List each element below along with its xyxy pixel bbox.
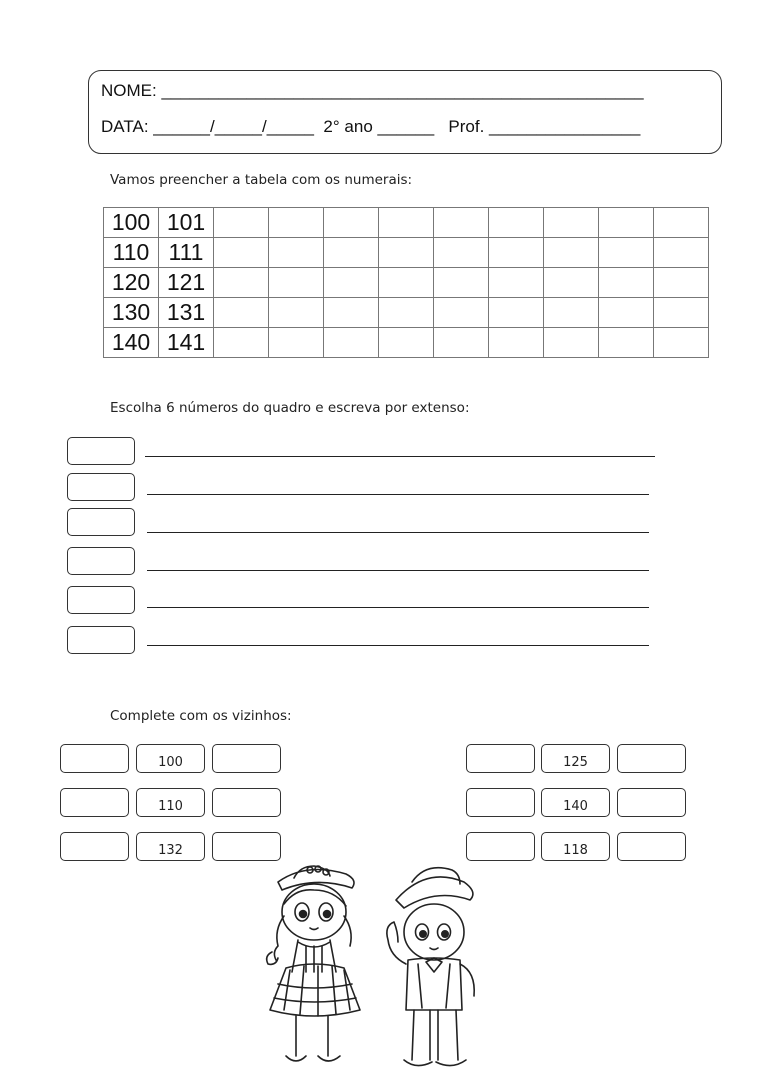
table-cell[interactable] xyxy=(654,238,709,268)
given-number-left-1: 100 xyxy=(136,744,205,773)
table-cell[interactable]: 141 xyxy=(159,328,214,358)
table-cell[interactable] xyxy=(214,238,269,268)
table-cell[interactable] xyxy=(599,298,654,328)
table-cell[interactable]: 110 xyxy=(104,238,159,268)
table-cell[interactable] xyxy=(269,298,324,328)
number-box-5[interactable] xyxy=(67,586,135,614)
table-cell[interactable] xyxy=(544,238,599,268)
festa-junina-children-icon xyxy=(256,860,496,1082)
table-cell[interactable] xyxy=(379,268,434,298)
given-number-right-1: 125 xyxy=(541,744,610,773)
table-cell[interactable] xyxy=(599,208,654,238)
table-cell[interactable] xyxy=(654,328,709,358)
table-cell[interactable] xyxy=(269,268,324,298)
number-box-6[interactable] xyxy=(67,626,135,654)
successor-box-right-3[interactable] xyxy=(617,832,686,861)
table-cell[interactable] xyxy=(599,268,654,298)
table-cell[interactable] xyxy=(599,238,654,268)
table-cell[interactable] xyxy=(434,238,489,268)
table-cell[interactable] xyxy=(214,208,269,238)
predecessor-box-right-1[interactable] xyxy=(466,744,535,773)
number-box-1[interactable] xyxy=(67,437,135,465)
table-cell[interactable] xyxy=(489,238,544,268)
given-number-right-2: 140 xyxy=(541,788,610,817)
predecessor-box-left-2[interactable] xyxy=(60,788,129,817)
given-number-right-3: 118 xyxy=(541,832,610,861)
predecessor-box-right-3[interactable] xyxy=(466,832,535,861)
table-cell[interactable] xyxy=(599,328,654,358)
writing-line-2[interactable] xyxy=(147,494,649,495)
table-cell[interactable] xyxy=(379,238,434,268)
table-cell[interactable] xyxy=(434,268,489,298)
table-cell[interactable] xyxy=(434,328,489,358)
table-cell[interactable] xyxy=(214,328,269,358)
table-cell[interactable]: 140 xyxy=(104,328,159,358)
given-number-left-3: 132 xyxy=(136,832,205,861)
successor-box-right-1[interactable] xyxy=(617,744,686,773)
table-cell[interactable] xyxy=(489,208,544,238)
table-cell[interactable] xyxy=(379,328,434,358)
table-cell[interactable]: 100 xyxy=(104,208,159,238)
table-cell[interactable] xyxy=(544,208,599,238)
table-cell[interactable] xyxy=(544,298,599,328)
table-cell[interactable] xyxy=(654,208,709,238)
table-cell[interactable]: 120 xyxy=(104,268,159,298)
table-cell[interactable] xyxy=(489,298,544,328)
predecessor-box-left-1[interactable] xyxy=(60,744,129,773)
number-box-4[interactable] xyxy=(67,547,135,575)
successor-box-left-1[interactable] xyxy=(212,744,281,773)
table-cell[interactable]: 111 xyxy=(159,238,214,268)
table-cell[interactable] xyxy=(214,298,269,328)
table-cell[interactable]: 121 xyxy=(159,268,214,298)
table-cell[interactable] xyxy=(379,298,434,328)
number-table xyxy=(103,207,709,358)
writing-instruction: Escolha 6 números do quadro e escreva por extenso: xyxy=(110,400,470,416)
table-cell[interactable] xyxy=(324,298,379,328)
table-row xyxy=(104,298,709,328)
table-cell[interactable]: 101 xyxy=(159,208,214,238)
neighbors-instruction: Complete com os vizinhos: xyxy=(110,708,292,724)
number-box-2[interactable] xyxy=(67,473,135,501)
writing-line-4[interactable] xyxy=(147,570,649,571)
given-number-left-2: 110 xyxy=(136,788,205,817)
table-cell[interactable] xyxy=(324,238,379,268)
table-cell[interactable]: 131 xyxy=(159,298,214,328)
table-cell[interactable] xyxy=(269,208,324,238)
writing-line-3[interactable] xyxy=(147,532,649,533)
table-cell[interactable] xyxy=(544,328,599,358)
student-info-box xyxy=(88,70,722,154)
table-row xyxy=(104,328,709,358)
table-row xyxy=(104,238,709,268)
table-cell[interactable] xyxy=(324,328,379,358)
table-cell[interactable] xyxy=(324,268,379,298)
table-cell[interactable]: 130 xyxy=(104,298,159,328)
successor-box-left-2[interactable] xyxy=(212,788,281,817)
table-row xyxy=(104,208,709,238)
table-cell[interactable] xyxy=(544,268,599,298)
writing-line-6[interactable] xyxy=(147,645,649,646)
table-cell[interactable] xyxy=(489,328,544,358)
table-cell[interactable] xyxy=(214,268,269,298)
table-cell[interactable] xyxy=(489,268,544,298)
number-box-3[interactable] xyxy=(67,508,135,536)
table-cell[interactable] xyxy=(269,328,324,358)
table-row xyxy=(104,268,709,298)
name-field[interactable]: NOME: ___________________________________________________ xyxy=(101,81,644,100)
table-cell[interactable] xyxy=(379,208,434,238)
writing-line-1[interactable] xyxy=(145,456,655,457)
predecessor-box-right-2[interactable] xyxy=(466,788,535,817)
table-cell[interactable] xyxy=(434,298,489,328)
table-cell[interactable] xyxy=(269,238,324,268)
table-cell[interactable] xyxy=(654,268,709,298)
date-grade-teacher-field[interactable]: DATA: ______/_____/_____ 2° ano ______ Prof. ________________ xyxy=(101,117,641,136)
table-instruction: Vamos preencher a tabela com os numerais: xyxy=(110,172,413,188)
table-cell[interactable] xyxy=(654,298,709,328)
successor-box-left-3[interactable] xyxy=(212,832,281,861)
writing-line-5[interactable] xyxy=(147,607,649,608)
successor-box-right-2[interactable] xyxy=(617,788,686,817)
table-cell[interactable] xyxy=(434,208,489,238)
table-cell[interactable] xyxy=(324,208,379,238)
predecessor-box-left-3[interactable] xyxy=(60,832,129,861)
